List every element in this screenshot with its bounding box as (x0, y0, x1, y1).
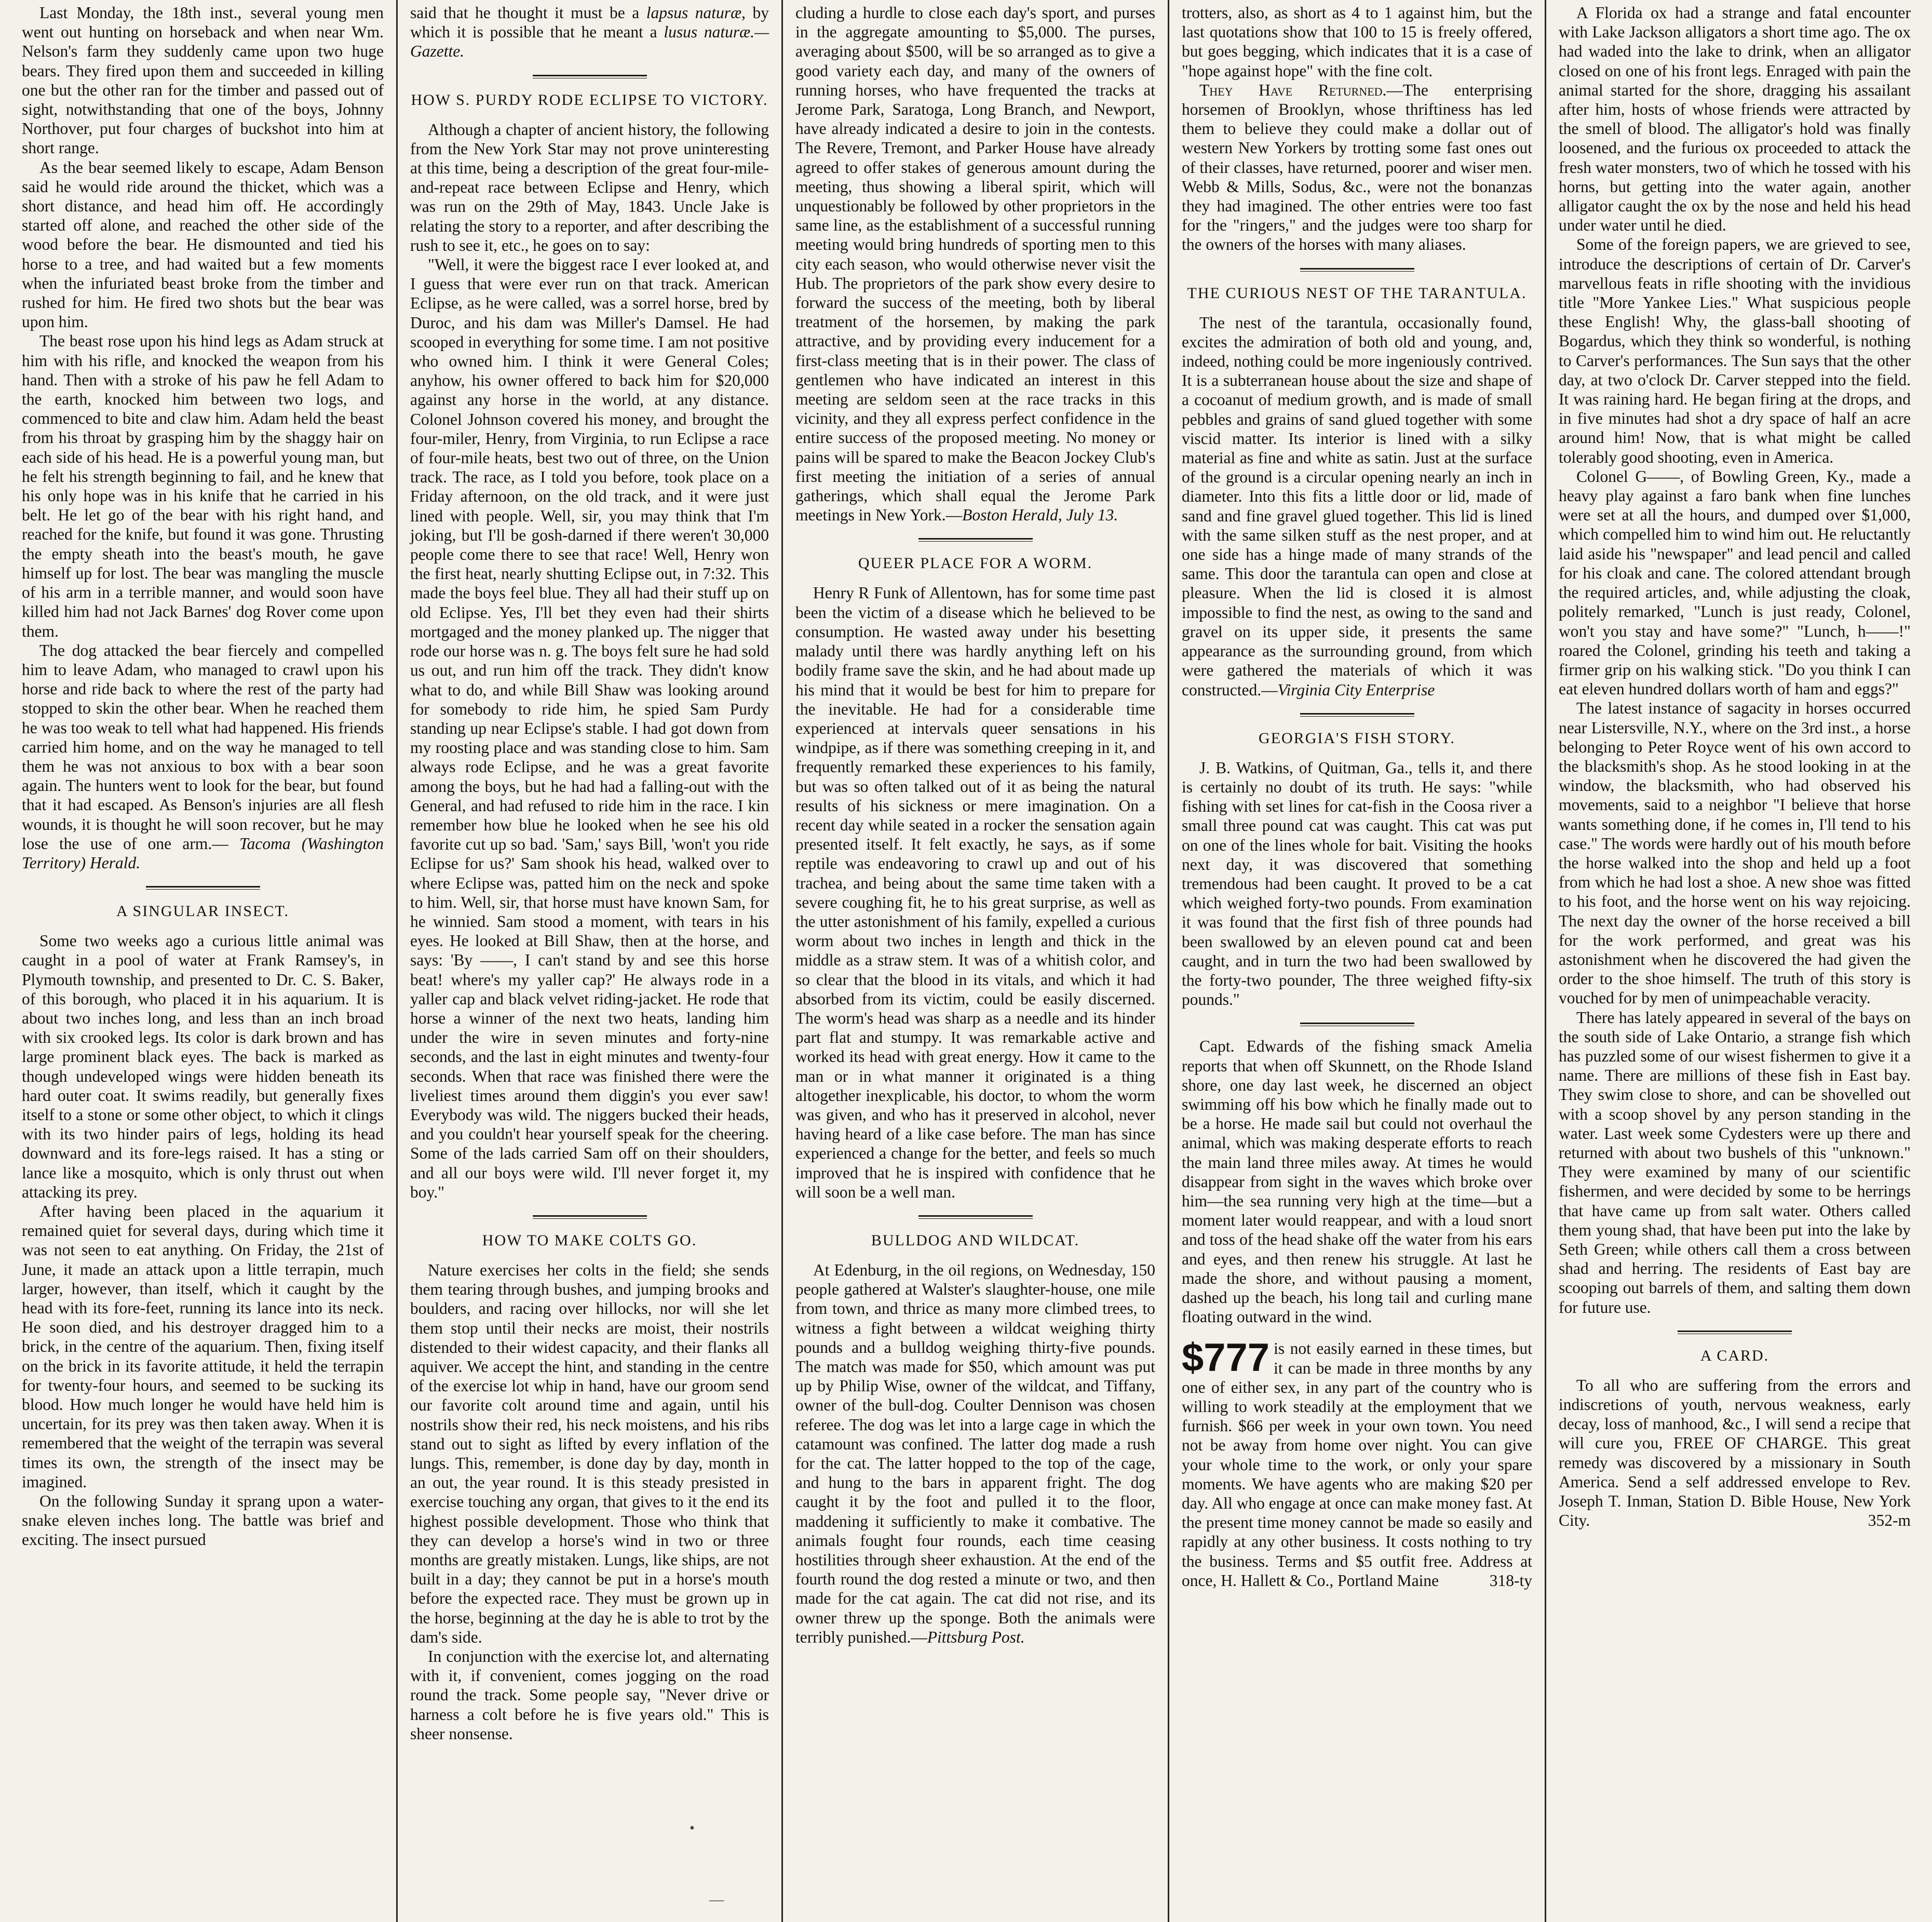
paragraph: Nature exercises her colts in the field; she sends them tearing through bushes, and jumping brooks and boulders, and racing over hillocks, nor will she let them stop until their necks are moist, their nostrils distended to their widest capacity, and their flanks all aquiver. We accept the hint, and standing in the centre of the exercise lot whip in hand, have our groom send our favorite colt around time and again, until his nostrils show their red, his neck moistens, and his ribs stand out to sight as lifted by every inflation of the lungs. This, remember, is done day by day, month in an out, the year round. It is this steady presisted in exercise touching any organ, that gives to it the end its highest possible development. Those who think that they can develop a horse's wind in two or three months are greatly mistaken. Lungs, like ships, are not built in a day; they cannot be put in a horse's mouth before the expected race. They must be grown up in the horse, beginning at the day he is able to trot by the dam's side. (410, 1260, 769, 1646)
column-4 (1169, 0, 1546, 1922)
source-credit: Virginia City Enterprise (1277, 680, 1435, 699)
article-queer-worm (795, 583, 1155, 1202)
paragraph: On the following Sunday it sprang upon a water-snake eleven inches long. The battle was brief and exciting. The insect pursued (22, 1492, 384, 1549)
section-rule (918, 1215, 1033, 1219)
article-bear-hunt (22, 3, 384, 872)
paragraph: Some two weeks ago a curious little animal was caught in a pool of water at Frank Ramsey's, in Plymouth township, and presented to Dr. C. S. Baker, of this borough, who placed it in his aquarium. It is about two inches long, and less than an inch broad with six crooked legs. Its color is dark brown and has large prominent black eyes. The back is marked as though undeveloped wings were hidden beneath its hard outer coat. It swims readily, but generally fixes itself to a stone or some other object, to which it clings with its two hinder pairs of legs, holding its head downward and its fore-legs raised. It has a sting or lance like a mosquito, which is only thrust out when attacking its prey. (22, 932, 384, 1201)
paragraph: Last Monday, the 18th inst., several young men went out hunting on horseback and when near Wm. Nelson's farm they suddenly came upon two huge bears. They fired upon them and succeeded in killing one but the other ran for the timber and passed out of sight, notwithstanding that one of the boys, Johnny Northover, put four charges of buckshot into him at short range. (22, 4, 384, 157)
source-credit: Pittsburg Post. (927, 1628, 1025, 1646)
fragment-italic: lapsus naturæ (646, 4, 742, 22)
section-rule (1300, 1023, 1414, 1026)
paragraph-text: The dog attacked the bear fiercely and compelled him to leave Adam, who managed to crawl upon his horse and ride back to where the rest of the party had stopped to skin the other bear. When he reached them he was too weak to tell what had happened. His friends carried him home, and on the way he managed to tell them he was not anxious to box with a bear soon again. The hunters went to look for the bear, but found that it had escaped. As Benson's injuries are all flesh wounds, it is thought he will soon recover, but he may lose the use of one arm.— (22, 641, 384, 853)
headline-bulldog-wildcat: BULLDOG AND WILDCAT. (871, 1231, 1080, 1249)
column-2 (398, 0, 783, 1922)
paragraph: "Well, it were the biggest race I ever looked at, and I guess that were ever run on that track. American Eclipse, as he were called, was a sorrel horse, bred by Duroc, and his dam was Miller's Damsel. He had scooped in everything for some time. I am not positive who owned him. I think it were General Coles; anyhow, his owner offered to back him for $20,000 against any horse in the world, at any distance. Colonel Johnson covered his money, and brought the four-miler, Henry, from Virginia, to run Eclipse a race of four-mile heats, best two out of three, on the Union track. The race, as I told you before, took place on a Friday afternoon, on the old track, and it were just lined with people. Well, sir, you may think that I'm joking, but I'll be gosh-darned if there weren't 30,000 people come there to see that race! Well, Henry won the first heat, nearly shutting Eclipse out, in 7:32. This made the boys feel blue. They all had their stuff up on old Eclipse. Yes, I'll bet they even had their shirts mortgaged and the money planked up. The nigger that rode our horse was n. g. The boys felt sure he had sold us out, and run him off the track. They didn't know what to do, and while Bill Shaw was looking around for somebody to ride him, he spied Sam Purdy standing up near Eclipse's stable. I had got down from my roosting place and was standing close to him. Sam always rode Eclipse, and he was a great favorite among the boys, but he had had a falling-out with the General, and had refused to ride him in the race. I kin remember how blue he looked when he see his old favorite cut up so bad. 'Sam,' says Bill, 'won't you ride Eclipse for us?' Sam shook his head, walked over to where Eclipse was, patted him on the neck and spoke to him. Well, sir, that horse must have known Sam, for he winnied. Sam stood a moment, with tears in his eyes. He looked at Bill Shaw, then at the horse, and says: 'By ——, I can't stand by and see this horse beat! where's my yaller cap?' He always rode in a yaller cap and black velvet riding-jacket. He rode that horse a winner of the next two heats, landing him under the wire in seven minutes and forty-nine seconds, and the last in eight minutes and twenty-four seconds. When that race was finished there were the liveliest times around them diggin's you ever saw! Everybody was wild. The niggers bucked their heads, and you couldn't hear yourself speak for the cheering. Some of the lads carried Sam off on their shoulders, and all our boys were wild. I'll never forget it, my boy." (410, 256, 769, 1201)
ad-code: 352-m (1868, 1511, 1911, 1530)
paragraph-text: —The enterprising horsemen of Brooklyn, whose thriftiness has led them to believe they could make a dollar out of western New Yorkers by trotting some fast ones out of their classes, have returned, poorer and wiser men. Webb & Mills, Sodus, &c., were not the bonanzas they had imagined. The other entries were too fast for the "ringers," and the judges were too sharp for the owners of the horses with many aliases. (1182, 80, 1532, 254)
paragraph: The latest instance of sagacity in horses occurred near Listersville, N.Y., where on the 3rd inst., a horse belonging to Peter Royce went of his own accord to the blacksmith's shop. As he stood looking in at the window, the blacksmith, who had observed his movements, said to a neighbor "I believe that horse wants something done, if he comes in, I'll tend to his case." The words were hardly out of his mouth before the horse walked into the shop and held up a foot from which he had lost a shoe. A new shoe was fitted to his foot, and the horse went on his way rejoicing. The next day the owner of the horse received a bill for the work performed, and great was his astonishment when he discovered the had given the order to the shoe himself. The truth of this story is vouched for by men of unimpeachable veracity. (1559, 699, 1911, 1007)
article-boston-races (795, 3, 1155, 525)
paragraph: Colonel G——, of Bowling Green, Ky., made a heavy play against a faro bank when fine lunches were set at all the hours, and dumped over $1,000, which compelled him to wind him out. He reluctantly laid aside his "newspaper" and lead pencil and called for his cloak and cane. The colored attendant brough the required articles, and, while adjusting the cloak, politely remarked, "Lunch is just ready, Colonel, won't you stay and have some?" "Lunch, h——!" roared the Colonel, grinding his teeth and taking a firmer grip on his walking stick. "Do you think I can eat eleven hundred dollars worth of ham and eggs?" (1559, 467, 1911, 698)
paragraph: As the bear seemed likely to escape, Adam Benson said he would ride around the thicket, which was a short distance, and head him off. He accordingly started off alone, and reached the other side of the wood before the bear. He dismounted and tied his horse to a tree, and had waited but a few moments when the infuriated beast broke from the timber and rushed for him. He fired two shots but the bear was upon him. (22, 158, 384, 331)
paragraph: Although a chapter of ancient history, the following from the New York Star may not prove uninteresting at this time, being a description of the great four-mile-and-repeat race between Eclipse and Henry, which was run on the 29th of May, 1843. Uncle Jake is relating the story to a reporter, and after describing the rush to see it, etc., he goes on to say: (410, 120, 769, 254)
headline-tarantula: THE CURIOUS NEST OF THE TARANTULA. (1187, 284, 1527, 302)
paragraph-text: is not easily earned in these times, but it can be made in three months by any one of either sex, in any part of the country who is willing to work steadily at the employment that we furnish. $66 per week in your own town. You need not be away from home over night. You can give your whole time to the work, or only your spare moments. We have agents who are making $20 per day. All who engage at once can make money fast. At the present time money cannot be made so easily and rapidly at any other business. It costs nothing to try the business. Terms and $5 outfit free. Address at once, H. Hallett & Co., Portland Maine (1182, 1339, 1532, 1590)
paragraph-text: To all who are suffering from the errors and indiscretions of youth, nervous weakness, early decay, loss of manhood, &c., I will send a recipe that will cure you, FREE OF CHARGE. This great remedy was discovered by a missionary in South America. Send a self addressed envelope to Rev. Joseph T. Inman, Station D. Bible House, New York City. (1559, 1376, 1911, 1530)
lead-in: They Have Returned. (1199, 80, 1387, 99)
fragment-italic: lusus naturæ (664, 23, 751, 42)
advertisement (1182, 1336, 1532, 1590)
article-purdy-eclipse (410, 120, 769, 1202)
paragraph-text: At Edenburg, in the oil regions, on Wednesday, 150 people gathered at Walster's slaughter-house, one mile from town, and thrice as many more climbed trees, to witness a fight between a wildcat weighing thirty pounds and a bulldog weighing thirty-five pounds. The match was made for $50, which amount was put up by Philip Wise, owner of the wildcat, and Tiffany, owner of the bull-dog. Coulter Dennison was chosen referee. The dog was let into a large cage in which the catamount was confined. The latter dog made a rush for the cat. The latter hopped to the top of the cage, and hung to the bars in apparent fright. The dog caught it by the foot and pulled it to the floor, maddening it sufficiently to make it combative. The animals fought four rounds, each time ceasing hostilities through sheer exhaustion. At the end of the fourth round the dog rested a minute or two, and then made for the cat again. The cat did not rise, and its owner threw up the sponge. Both the animals were terribly punished.— (795, 1260, 1155, 1646)
article-bulldog-wildcat (795, 1260, 1155, 1647)
column-5 (1546, 0, 1923, 1922)
section-rule (146, 886, 260, 890)
section-rule (533, 75, 647, 78)
section-rule (1678, 1330, 1792, 1334)
continued-fragment (410, 3, 769, 61)
paragraph: In conjunction with the exercise lot, and alternating with it, if convenient, comes jogging on the road round the track. Some people say, "Never drive or harness a colt before he is five years old." This is sheer nonsense. (410, 1647, 769, 1743)
headline-queer-worm: QUEER PLACE FOR A WORM. (858, 555, 1093, 572)
paragraph: A Florida ox had a strange and fatal encounter with Lake Jackson alligators a short time ago. The ox had waded into the lake to drink, when an alligator closed on one of his front legs. Enraged with pain the animal started for the shore, dragging his assailant after him, hosts of whose friends were attracted by the smell of blood. The alligator's hold was finally loosened, and the furious ox proceeded to attack the fresh water monsters, two of which he tossed with his horns, but getting into the water again, another alligator caught the ox by the nose and held his head under water until he died. (1559, 4, 1911, 235)
section-rule (1300, 713, 1414, 717)
fragment-text: said that he thought it must be a (410, 4, 646, 22)
section-rule (918, 538, 1033, 542)
paragraph: Henry R Funk of Allentown, has for some time past been the victim of a disease which he believed to be consumption. He wasted away under his besetting malady until there was hardly anything left on his bodily frame save the skin, and he had about made up his mind that it would be best for him to prepare for the inevitable. He had for a considerable time experienced at intervals queer sensations in his windpipe, as if there was something creeping in it, and frequently remarked these experiences to his family, but was so often talked out of it as being the natural results of his sickness or mere imagination. On a recent day while seated in a rocker the sensation again presented itself. It felt exactly, he says, as if some reptile was endeavoring to crawl up and out of his trachea, and being about the same time taken with a severe coughing fit, he to his great surprise, as well as the utter astonishment of his family, expelled a curious worm about two inches in length and thick in the middle as a straw stem. It was of a whitish color, and so clear that the blood in its vitals, and which it had absorbed from its victim, could be easily discerned. The worm's head was sharp as a needle and its hinder part flat and stumpy. It was remarkable active and worked its head with great energy. How it came to the man or in what manner it originated is a thing altogether inexplicable, his doctor, to whom the worm was given, and who has it preserved in alcohol, never having heard of a like case before. The man has since experienced a change for the better, and feels so much improved that he is inspired with confidence that he will soon be a well man. (795, 584, 1155, 1201)
paragraph: The beast rose upon his hind legs as Adam struck at him with his rifle, and knocked the weapon from his hand. Then with a stroke of his paw he fell Adam to the earth, knocked him between two logs, and commenced to bite and claw him. Adam held the beast from his throat by grasping him by the shaggy hair on each side of his head. He is a powerful young man, but he felt his strength beginning to fail, and he knew that his only hope was in his knife that he carried in his belt. He let go of the bear with his right hand, and reached for the knife, but found it was gone. Thrusting the empty sheath into the beast's mouth, he gave himself up for lost. The bear was mangling the muscle of his arm in a terrible manner, and would soon have killed him had not Jack Barnes' dog Rover come upon them. (22, 332, 384, 640)
paragraph: Some of the foreign papers, we are grieved to see, introduce the descriptions of certain of Dr. Carver's marvellous feats in rifle shooting with the invidious title "More Yankee Lies." What suspicious people these English! Why, the glass-ball shooting of Bogardus, which they think so wonderful, is nothing to Carver's performances. The Sun says that the other day, at two o'clock Dr. Carver stepped into the field. It was raining hard. He began firing at the drops, and in five minutes had shot a dry space of half an acre around him! Now, that is what might be called tolerably good shooting, even in America. (1559, 235, 1911, 466)
paragraph (1182, 80, 1532, 254)
paragraph (1182, 313, 1532, 700)
source-credit: Boston Herald, July 13. (962, 506, 1118, 525)
stray-mark: • (690, 1820, 695, 1836)
fragment-text: , by which it is possible that he meant a (410, 4, 769, 42)
headline-a-card: A CARD. (1700, 1347, 1769, 1364)
headline-colts: HOW TO MAKE COLTS GO. (482, 1231, 697, 1249)
paragraph: After having been placed in the aquarium it remained quiet for several days, during which time it was not seen to eat anything. On Friday, the 21st of June, it made an attack upon a little terrapin, much larger, however, than itself, which it caught by the head with its fore-feet, running its lance into its neck. He soon died, and his destroyer dragged him to a brick, in the centre of the aquarium. Then, fixing itself on the brick in its favorite attitude, it held the terrapin for twenty-four hours, and seemed to be sucking its blood. How much longer he would have held him is uncertain, for its prey was then taken away. When it is remembered that the weight of the terrapin was several times its own, the strength of the insect may be imagined. (22, 1202, 384, 1491)
paragraph: J. B. Watkins, of Quitman, Ga., tells it, and there is certainly no doubt of its truth. He says: "while fishing with set lines for cat-fish in the Coosa river a small three pound cat was caught. This cat was put on one of the lines whole for bait. Visiting the hooks next day, it was discovered that something tremendous had been caught. It proved to be a cat which weighed forty-two pounds. From examination it was found that the first fish of three pounds had been swallowed by an eleven pound cat and been caught, and in turn the two had been swallowed by the forty-two pounder, The three weighed fifty-six pounds." (1182, 758, 1532, 1009)
paragraph-text: The nest of the tarantula, occasionally found, excites the admiration of both old and young, and, indeed, nothing could be more ingeniously contrived. It is a subterranean house about the size and shape of a cocoanut of medium growth, and is made of small pebbles and grains of sand glued together with some viscid matter. Its interior is lined with a silky material as fine and white as satin. Just at the surface of the ground is a circular opening nearly an inch in diameter. Into this fits a little door or lid, made of sand and fine gravel glued together. This lid is lined with the same silken stuff as the nest proper, and at one side has a hinge made of many strands of the same. This door the tarantula can open and close at pleasure. When the lid is closed it is almost impossible to find the nest, as owing to the sand and gravel on its upper side, it presents the same appearance as the surrounding ground, from which were gathered the materials of which it was constructed.— (1182, 313, 1532, 699)
stray-mark: — (709, 1892, 724, 1908)
paragraph (1559, 1376, 1911, 1530)
ad-code: 318-ty (1489, 1571, 1532, 1590)
headline-purdy-eclipse: HOW S. PURDY RODE ECLIPSE TO VICTORY. (411, 91, 768, 109)
article-singular-insect (22, 931, 384, 1550)
article-colts (410, 1260, 769, 1743)
column-1 (9, 0, 398, 1922)
ad-amount: $777 (1182, 1336, 1270, 1380)
source-credit: .—Gazette. (410, 23, 769, 61)
headline-singular-insect: A SINGULAR INSECT. (116, 903, 289, 920)
paragraph: trotters, also, as short as 4 to 1 against him, but the last quotations show that 100 to 15 is freely offered, but goes begging, which indicates that it is a case of "hope against hope" with the fine colt. (1182, 4, 1532, 80)
newspaper-page (9, 0, 1923, 1922)
headline-georgia-fish: GEORGIA'S FISH STORY. (1259, 729, 1455, 747)
section-rule (1300, 268, 1414, 272)
paragraph (795, 1260, 1155, 1647)
paragraph: Capt. Edwards of the fishing smack Amelia reports that when off Skunnett, on the Rhode Island shore, one day last week, he discerned an object swimming off his bow which he finally made out to be a horse. He made sail but could not overhaul the animal, which was making desperate efforts to reach the main land three miles away. At times he would disappear from sight in the waves which broke over him—the sea running very high at the time—but a moment later would reappear, and with a loud snort and toss of the head shake off the water from his ears and eyes, and then renew his struggle. At last he made the shore, and without pausing a moment, dashed up the beach, his long tail and curling mane floating outward in the wind. (1182, 1037, 1532, 1326)
source-credit: Tacoma (Washington Territory) Herald. (22, 834, 384, 872)
paragraph (22, 641, 384, 872)
paragraph-text: cluding a hurdle to close each day's sport, and purses in the aggregate amounting to $5,000. The purses, averaging about $500, will be so arranged as to give a good variety each day, and many of the owners of running horses, who have frequented the tracks at Jerome Park, Saratoga, Long Branch, and Newport, have already indicated a desire to join in the contests. The Revere, Tremont, and Parker House have already agreed to offer stakes of generous amount during the meeting, thus showing a liberal spirit, which will unquestionably be followed by other proprietors in the same line, as the establishment of a successful running meeting would bring hundreds of sporting men to this city each season, who would otherwise never visit the Hub. The proprietors of the park show every desire to forward the success of the meeting, both by liberal treatment of the horsemen, by making the park attractive, and by providing every inducement for a first-class meeting that is in their power. The class of gentlemen who have indicated an interest in this meeting are seldom seen at the race tracks in this vicinity, and they all express perfect confidence in the entire success of the proposed meeting. No money or pains will be spared to make the Beacon Jockey Club's first meeting the initiation of a series of annual gatherings, which shall equal the Jerome Park meetings in New York.— (795, 4, 1155, 525)
paragraph: There has lately appeared in several of the bays on the south side of Lake Ontario, a strange fish which has puzzled some of our wisest fishermen to give it a name. There are millions of these fish in East bay. They swim close to shore, and can be shovelled out with a scoop shovel by any person standing in the water. Last week some Cydesters were up there and returned with about two bushels of this "unknown." They were examined by many of our scientific fishermen, and were decided by some to be herrings that have came up from salt water. Others called them young shad, that have been put into the lake by Seth Green; while others call them a cross between shad and herring. The residents of East bay are scooping out barrels of them, and salting them down for future use. (1559, 1008, 1911, 1316)
column-3 (783, 0, 1169, 1922)
paragraph (795, 3, 1155, 525)
section-rule (533, 1215, 647, 1219)
